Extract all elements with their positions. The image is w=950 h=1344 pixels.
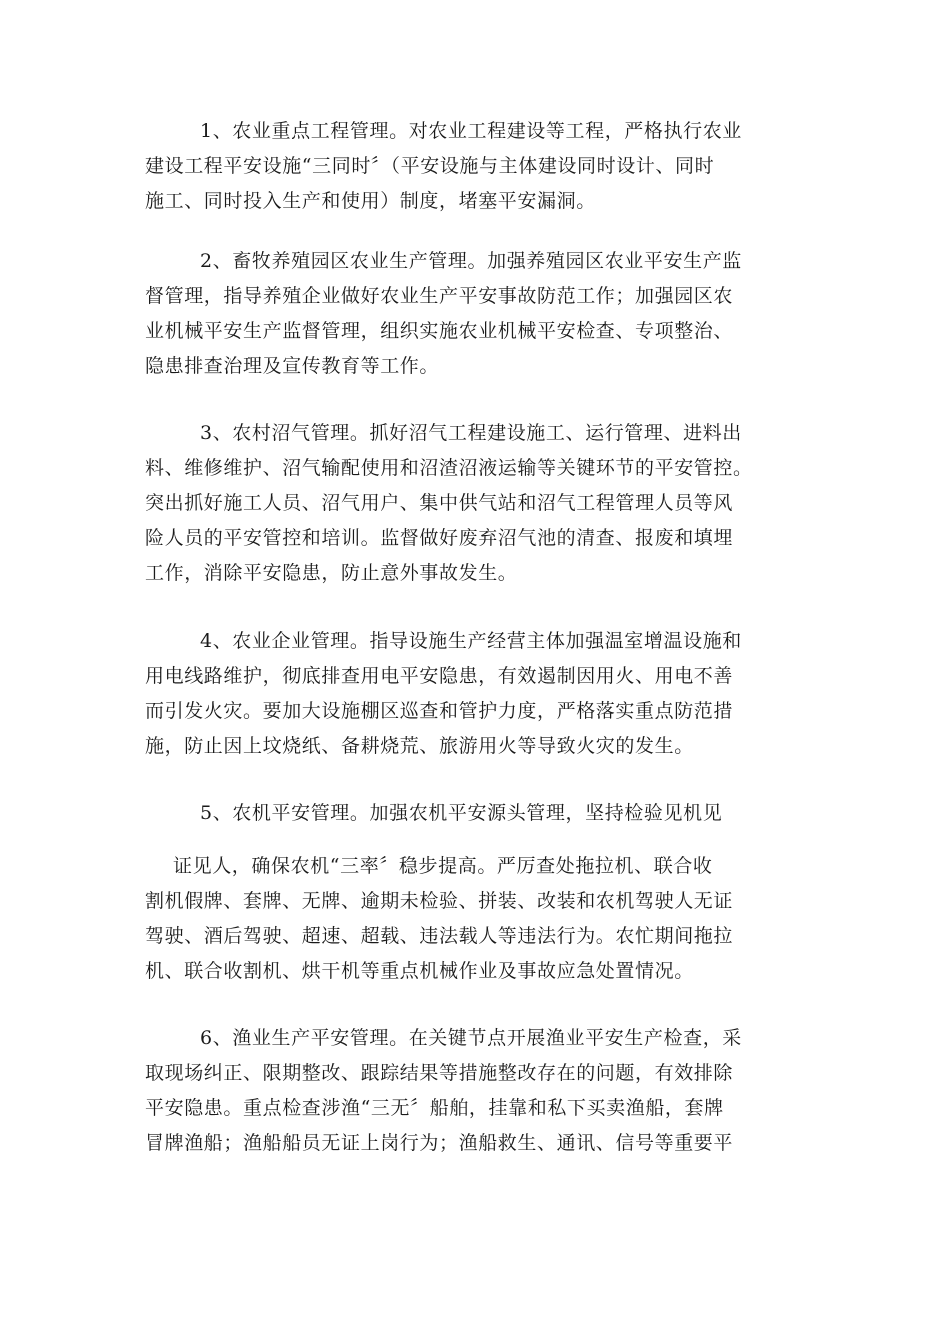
paragraph-line: 用电线路维护，彻底排查用电平安隐患，有效遏制因用火、用电不善: [145, 665, 734, 687]
paragraph-line: 料、维修维护、沼气输配使用和沼渣沼液运输等关键环节的平安管控。: [145, 457, 753, 479]
paragraph-line: 6、渔业生产平安管理。在关键节点开展渔业平安生产检查，采: [200, 1027, 742, 1049]
paragraph-line: 平安隐患。重点检查涉渔“三无〞船舶，挂靠和私下买卖渔船，套牌: [145, 1097, 724, 1119]
paragraph-7: [145, 1021, 805, 1161]
paragraph-line: 冒牌渔船；渔船船员无证上岗行为；渔船救生、通讯、信号等重要平: [145, 1132, 734, 1154]
paragraph-line: 5、农机平安管理。加强农机平安源头管理，坚持检验见机见: [200, 802, 723, 824]
paragraph-3: [145, 416, 805, 591]
paragraph-line: 机、联合收割机、烘干机等重点机械作业及事故应急处置情况。: [145, 960, 694, 982]
paragraph-line: 隐患排查治理及宣传教育等工作。: [145, 355, 440, 377]
paragraph-line: 证见人，确保农机“三率〞稳步提高。严厉查处拖拉机、联合收: [173, 855, 713, 877]
paragraph-line: 督管理，指导养殖企业做好农业生产平安事故防范工作；加强园区农: [145, 285, 734, 307]
paragraph-line: 2、畜牧养殖园区农业生产管理。加强养殖园区农业平安生产监: [200, 250, 742, 272]
paragraph-line: 施，防止因上坟烧纸、备耕烧荒、旅游用火等导致火灾的发生。: [145, 735, 694, 757]
paragraph-line: 工作，消除平安隐患，防止意外事故发生。: [145, 562, 518, 584]
paragraph-line: 割机假牌、套牌、无牌、逾期未检验、拼装、改装和农机驾驶人无证: [145, 890, 734, 912]
paragraph-line: 1、农业重点工程管理。对农业工程建设等工程，严格执行农业: [200, 120, 742, 142]
paragraph-line: 而引发火灾。要加大设施棚区巡查和管护力度，严格落实重点防范措: [145, 700, 734, 722]
paragraph-5: [145, 796, 805, 831]
paragraph-line: 施工、同时投入生产和使用）制度，堵塞平安漏洞。: [145, 190, 596, 212]
paragraph-4: [145, 624, 805, 764]
paragraph-line: 取现场纠正、限期整改、跟踪结果等措施整改存在的问题，有效排除: [145, 1062, 734, 1084]
paragraph-line: 业机械平安生产监督管理，组织实施农业机械平安检查、专项整治、: [145, 320, 734, 342]
paragraph-line: 突出抓好施工人员、沼气用户、集中供气站和沼气工程管理人员等风: [145, 492, 734, 514]
paragraph-1: [145, 114, 805, 219]
paragraph-line: 驾驶、酒后驾驶、超速、超载、违法载人等违法行为。农忙期间拖拉: [145, 925, 734, 947]
paragraph-6: [145, 849, 805, 989]
paragraph-line: 4、农业企业管理。指导设施生产经营主体加强温室增温设施和: [200, 630, 742, 652]
paragraph-line: 3、农村沼气管理。抓好沼气工程建设施工、运行管理、进料出: [200, 422, 742, 444]
paragraph-line: 险人员的平安管控和培训。监督做好废弃沼气池的清查、报废和填埋: [145, 527, 734, 549]
paragraph-2: [145, 244, 805, 384]
paragraph-line: 建设工程平安设施“三同时〞（平安设施与主体建设同时设计、同时: [145, 155, 715, 177]
